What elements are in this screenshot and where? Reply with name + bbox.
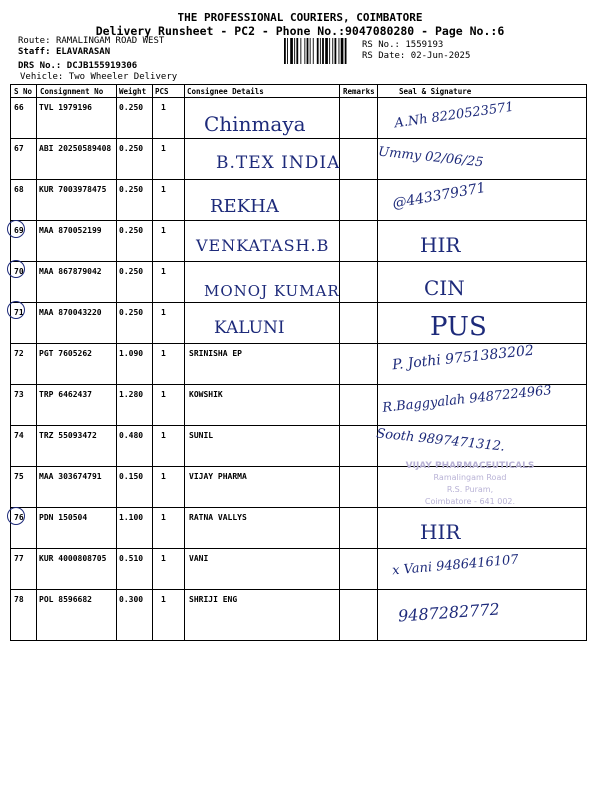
row-weight: 0.250 [119,103,144,112]
row-pcs: 1 [161,267,166,276]
handwritten-name-68: REKHA [210,196,279,217]
row-consignment: TRZ 55093472 [39,431,97,440]
runsheet-subtitle: Delivery Runsheet - PC2 - Phone No.:9047080280 - Page No.:6 [95,24,505,38]
pharmacy-stamp [380,460,560,518]
row-consignee: SRINISHA EP [189,349,242,358]
row-sno: 77 [14,554,24,563]
row-consignment: ABI 20250589408 [39,144,112,153]
row-consignee: VANI [189,554,209,563]
rs-no-label: RS No.: [362,40,400,50]
stamp-line1: VIJAY PHARMACEUTICALS [405,461,535,471]
signature-67: Ummy 02/06/25 [377,144,484,171]
vehicle-value: Two Wheeler Delivery [68,72,178,82]
signature-78: 9487282772 [397,599,501,626]
row-consignee: KOWSHIK [189,390,223,399]
rs-date-label: RS Date: [362,51,406,61]
row-weight: 0.510 [119,554,144,563]
row-consignment: KUR 7003978475 [39,185,107,194]
staff-label: Staff: [18,47,51,57]
route-label: Route: [18,36,51,46]
col-consignee: Consignee Details [187,87,264,96]
route-line [18,36,164,47]
signature-71: PUS [430,312,487,342]
table-row [11,303,586,344]
rs-date-line [362,51,470,62]
row-consignment: TVL 1979196 [39,103,92,112]
row-pcs: 1 [161,103,166,112]
row-weight: 1.090 [119,349,144,358]
staff-line [18,47,110,58]
signature-66: A.Nh 8220523571 [393,99,515,132]
signature-74: Sooth 9897471312. [375,426,506,455]
table-row [11,180,586,221]
row-pcs: 1 [161,144,166,153]
row-weight: 1.280 [119,390,144,399]
route-value: RAMALINGAM ROAD WEST [55,36,165,46]
signature-77: x Vani 9486416107 [391,552,520,579]
circle-mark-icon [7,301,25,319]
col-seal: Seal & Signature [399,87,472,96]
row-sno: 75 [14,472,24,481]
row-sno: 73 [14,390,24,399]
handwritten-name-67: B.TEX INDIA [216,153,341,173]
row-sno: 71 [14,308,24,317]
row-sno: 72 [14,349,24,358]
handwritten-name-71: KALUNI [214,318,285,338]
handwritten-name-70: MONOJ KUMAR [204,282,340,300]
col-pcs: PCS [155,87,169,96]
row-sno: 68 [14,185,24,194]
row-consignee: VIJAY PHARMA [189,472,247,481]
row-pcs: 1 [161,554,166,563]
row-consignment: POL 8596682 [39,595,92,604]
barcode-icon [284,38,354,64]
col-sno: S No [14,87,33,96]
row-consignment: MAA 303674791 [39,472,102,481]
col-weight: Weight [119,87,147,96]
row-consignment: PDN 150504 [39,513,88,522]
row-consignment: MAA 867879042 [39,267,102,276]
row-pcs: 1 [161,349,166,358]
signature-68: @443379371 [391,179,487,213]
col-remarks: Remarks [343,87,375,96]
row-weight: 0.250 [119,144,144,153]
row-sno: 76 [14,513,24,522]
row-weight: 0.150 [119,472,144,481]
drs-line [18,61,137,72]
stamp-line3: R.S. Puram, [446,485,494,494]
row-weight: 0.250 [119,185,144,194]
drs-label: DRS No.: [18,61,62,71]
rs-date-value: 02-Jun-2025 [410,51,471,61]
signature-76: HIR [420,520,461,544]
row-pcs: 1 [161,472,166,481]
row-sno: 74 [14,431,24,440]
signature-73: R.Baggyalah 9487224963 [381,383,553,416]
circle-mark-icon [7,220,25,238]
row-pcs: 1 [161,513,166,522]
row-consignment: MAA 870052199 [39,226,102,235]
row-weight: 0.250 [119,308,144,317]
row-sno: 67 [14,144,24,153]
row-pcs: 1 [161,308,166,317]
row-pcs: 1 [161,431,166,440]
staff-value: ELAVARASAN [55,47,111,57]
row-consignee: SHRIJI ENG [189,595,238,604]
row-sno: 78 [14,595,24,604]
row-consignment: TRP 6462437 [39,390,92,399]
drs-value: DCJB155919306 [66,61,138,71]
table-header [11,85,586,98]
vehicle-label: Vehicle: [20,72,64,82]
stamp-line2: Ramalingam Road [433,473,507,482]
row-sno: 70 [14,267,24,276]
row-weight: 0.300 [119,595,144,604]
stamp-line4: Coimbatore - 641 002. [424,497,516,506]
row-consignee: RATNA VALLYS [189,513,247,522]
row-sno: 69 [14,226,24,235]
signature-69: HIR [420,233,461,257]
row-consignee: SUNIL [189,431,214,440]
signature-70: CIN [424,276,465,300]
row-weight: 0.250 [119,267,144,276]
col-consignment: Consignment No [40,87,104,96]
row-sno: 66 [14,103,24,112]
circle-mark-icon [7,507,25,525]
handwritten-name-66: Chinmaya [204,112,306,136]
row-weight: 0.480 [119,431,144,440]
row-pcs: 1 [161,226,166,235]
signature-72: P. Jothi 9751383202 [391,342,535,374]
rs-no-value: 1559193 [405,40,444,50]
row-consignment: KUR 4000808705 [39,554,107,563]
row-consignment: PGT 7605262 [39,349,92,358]
rs-no-line [362,40,443,51]
row-pcs: 1 [161,390,166,399]
circle-mark-icon [7,260,25,278]
row-consignment: MAA 870043220 [39,308,102,317]
row-weight: 1.100 [119,513,144,522]
row-weight: 0.250 [119,226,144,235]
handwritten-name-69: VENKATASH.B [196,236,330,255]
vehicle-line [20,72,177,83]
row-pcs: 1 [161,595,166,604]
company-title: THE PROFESSIONAL COURIERS, COIMBATORE [177,11,423,24]
row-pcs: 1 [161,185,166,194]
